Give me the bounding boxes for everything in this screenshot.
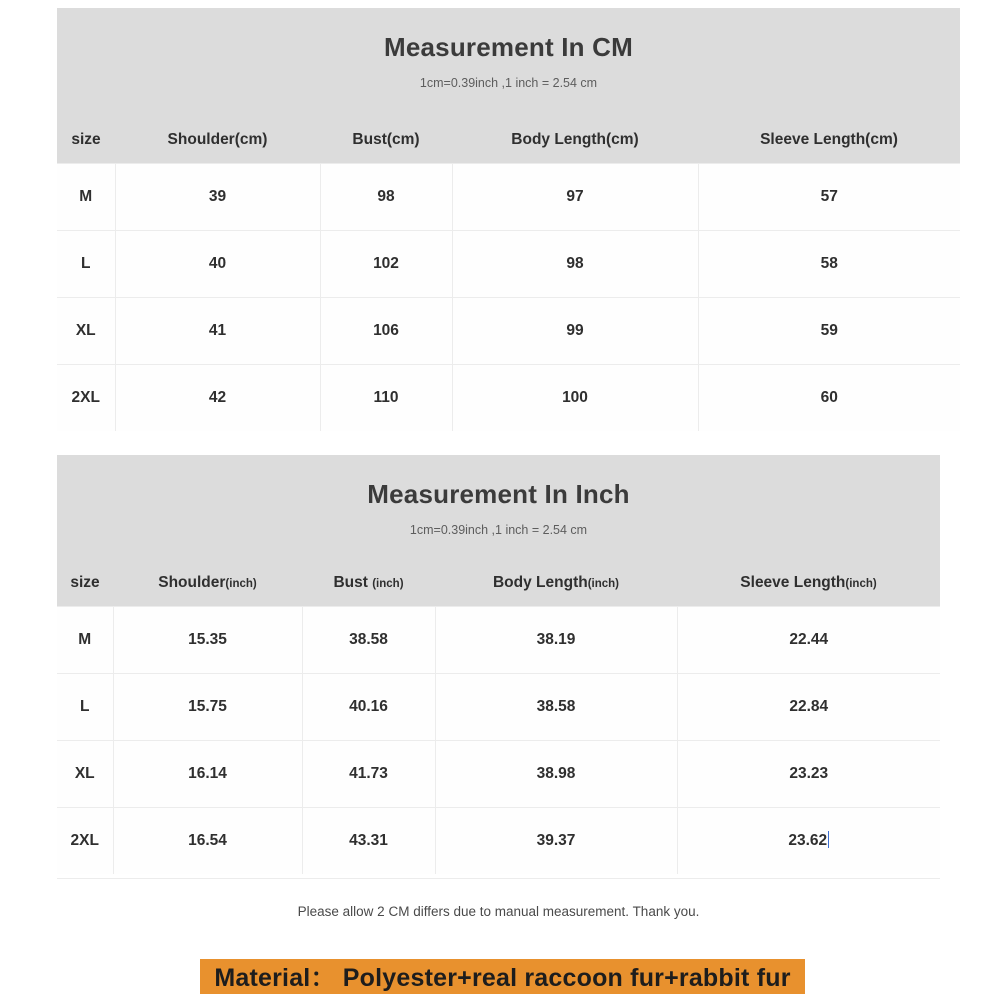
- inch-col-header-body-length-label: Body Length: [492, 573, 588, 591]
- cm-col-header-shoulder: Shoulder(cm): [115, 117, 320, 163]
- cm-col-header-size: size: [57, 117, 115, 163]
- inch-col-header-size: size: [57, 560, 113, 606]
- cm-cell-shoulder-2: 41: [115, 297, 320, 364]
- inch-header-row: [57, 560, 940, 606]
- cm-cell-sleeve-length-2: 59: [698, 297, 960, 364]
- inch-cell-body-length-1: 38.58: [435, 673, 677, 740]
- inch-cell-sleeve-length-3: [677, 807, 940, 874]
- table-row: [57, 606, 940, 673]
- inch-cell-shoulder-0: 15.35: [113, 606, 302, 673]
- cm-cell-shoulder-0: 39: [115, 163, 320, 230]
- inch-cell-sleeve-length-0: 22.44: [677, 606, 940, 673]
- inch-header-band: [57, 455, 940, 560]
- measurement-note: [57, 878, 940, 944]
- cm-table-title: Measurement In CM: [383, 32, 633, 62]
- inch-col-header-bust-unit: (inch): [372, 577, 404, 590]
- inch-cell-sleeve-length-1: 22.84: [677, 673, 940, 740]
- inch-col-header-shoulder: [113, 560, 302, 606]
- inch-table-head: [57, 560, 940, 606]
- inch-table-title: Measurement In Inch: [367, 479, 630, 509]
- cm-cell-bust-0: 98: [320, 163, 452, 230]
- cm-cell-bust-2: 106: [320, 297, 452, 364]
- material-banner: [200, 959, 805, 994]
- inch-cell-shoulder-3: 16.54: [113, 807, 302, 874]
- cm-cell-bust-3: 110: [320, 364, 452, 431]
- inch-cell-bust-3: 43.31: [302, 807, 435, 874]
- inch-cell-shoulder-1: 15.75: [113, 673, 302, 740]
- inch-cell-sleeve-length-3-value: 23.62: [788, 832, 828, 850]
- table-row: [57, 673, 940, 740]
- cm-table-subtitle: 1cm=0.39inch ,1 inch = 2.54 cm: [419, 76, 598, 90]
- inch-col-header-bust-label: Bust: [333, 573, 373, 591]
- inch-cell-bust-0: 38.58: [302, 606, 435, 673]
- inch-col-header-body-length-unit: (inch): [587, 577, 620, 590]
- inch-cell-shoulder-2: 16.14: [113, 740, 302, 807]
- cm-measurement-block: [57, 8, 960, 431]
- cm-header-row: [57, 117, 960, 163]
- cm-cell-body-length-0: 97: [452, 163, 698, 230]
- table-row: [57, 297, 960, 364]
- cm-col-header-body-length: Body Length(cm): [452, 117, 698, 163]
- material-banner-text: Material： Polyester+real raccoon fur+rabbit fur: [214, 963, 791, 992]
- table-row: [57, 364, 960, 431]
- inch-cell-body-length-2: 38.98: [435, 740, 677, 807]
- inch-col-header-sleeve-length: [677, 560, 940, 606]
- measurement-note-text: Please allow 2 CM differs due to manual measurement. Thank you.: [297, 904, 700, 919]
- cm-table-body: [57, 163, 960, 431]
- cm-col-header-sleeve-length: Sleeve Length(cm): [698, 117, 960, 163]
- inch-cell-size-2: XL: [57, 740, 113, 807]
- cm-cell-sleeve-length-3: 60: [698, 364, 960, 431]
- inch-cell-size-3: 2XL: [57, 807, 113, 874]
- cm-table-head: [57, 117, 960, 163]
- cm-cell-shoulder-1: 40: [115, 230, 320, 297]
- inch-cell-size-0: M: [57, 606, 113, 673]
- inch-cell-bust-2: 41.73: [302, 740, 435, 807]
- inch-col-header-sleeve-length-label: Sleeve Length: [740, 573, 846, 591]
- inch-table-body: [57, 606, 940, 874]
- text-cursor-icon: [828, 831, 829, 848]
- cm-cell-body-length-3: 100: [452, 364, 698, 431]
- cm-cell-bust-1: 102: [320, 230, 452, 297]
- cm-size-table: [57, 117, 960, 431]
- cm-cell-size-2: XL: [57, 297, 115, 364]
- inch-col-header-shoulder-unit: (inch): [225, 577, 257, 590]
- cm-cell-sleeve-length-0: 57: [698, 163, 960, 230]
- cm-cell-shoulder-3: 42: [115, 364, 320, 431]
- cm-header-band: [57, 8, 960, 117]
- table-row: [57, 230, 960, 297]
- inch-size-table: [57, 560, 940, 874]
- table-row: [57, 163, 960, 230]
- cm-cell-body-length-2: 99: [452, 297, 698, 364]
- inch-col-header-sleeve-length-unit: (inch): [845, 577, 877, 590]
- inch-measurement-block: [57, 455, 940, 874]
- cm-cell-sleeve-length-1: 58: [698, 230, 960, 297]
- inch-cell-body-length-3: 39.37: [435, 807, 677, 874]
- cm-col-header-bust: Bust(cm): [320, 117, 452, 163]
- inch-cell-body-length-0: 38.19: [435, 606, 677, 673]
- inch-cell-sleeve-length-2: 23.23: [677, 740, 940, 807]
- inch-col-header-shoulder-label: Shoulder: [158, 573, 226, 591]
- inch-cell-bust-1: 40.16: [302, 673, 435, 740]
- inch-cell-size-1: L: [57, 673, 113, 740]
- inch-table-subtitle: 1cm=0.39inch ,1 inch = 2.54 cm: [409, 523, 588, 537]
- inch-col-header-body-length: [435, 560, 677, 606]
- table-row: [57, 740, 940, 807]
- cm-cell-body-length-1: 98: [452, 230, 698, 297]
- inch-col-header-bust: [302, 560, 435, 606]
- cm-cell-size-1: L: [57, 230, 115, 297]
- table-row: [57, 807, 940, 874]
- cm-cell-size-0: M: [57, 163, 115, 230]
- cm-cell-size-3: 2XL: [57, 364, 115, 431]
